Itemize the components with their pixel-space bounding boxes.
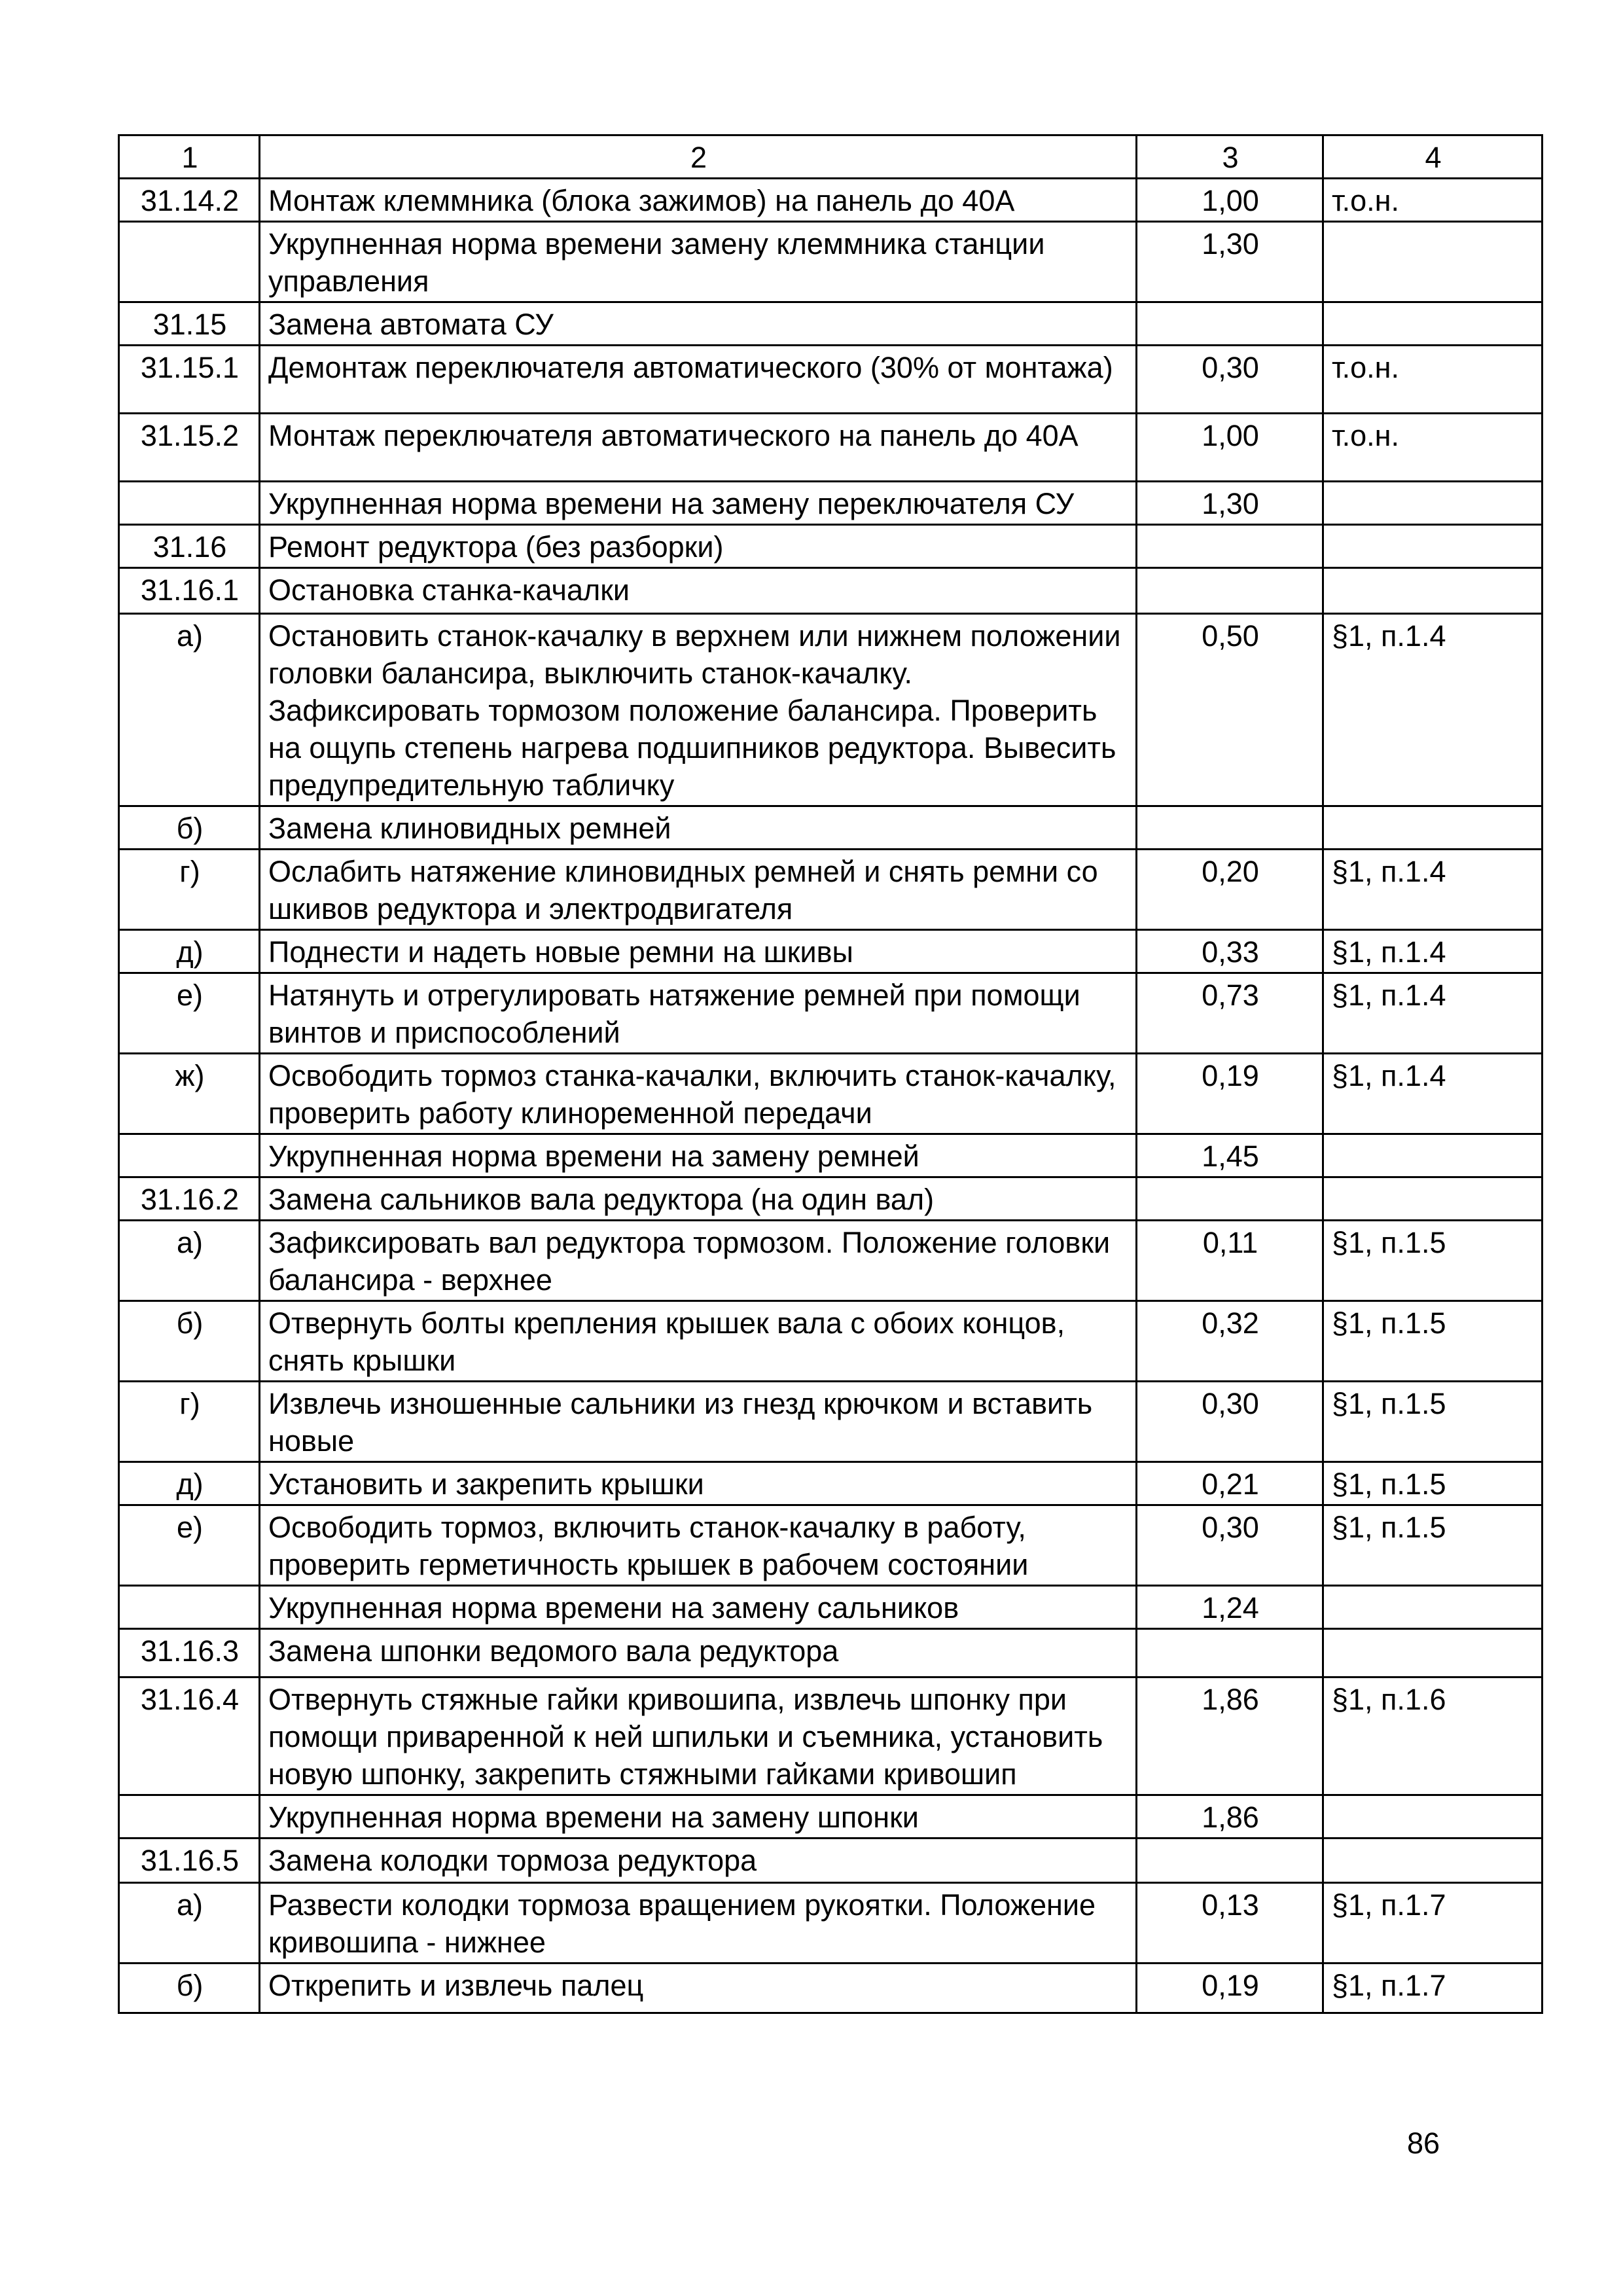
operation-description-cell: Остановить станок-качалку в верхнем или нижнем положении головки балансира, выключить станок-качалку. Зафиксировать тормозом положение балансира. Проверить на ощупь степень нагрева подшипников редуктора. Вывесить предупредительную табличку [260,614,1137,806]
row-number-cell: е) [119,1505,260,1586]
header-col-1: 1 [119,135,260,179]
reference-cell [1323,1839,1543,1883]
table-row [119,1505,1543,1586]
reference-cell [1323,1629,1543,1677]
operation-description-cell: Замена автомата СУ [260,302,1137,346]
reference-cell [1323,806,1543,850]
time-norm-cell: 0,21 [1137,1462,1323,1505]
operation-description-cell: Зафиксировать вал редуктора тормозом. Положение головки балансира - верхнее [260,1221,1137,1301]
operation-description-cell: Освободить тормоз, включить станок-качалку в работу, проверить герметичность крышек в рабочем состоянии [260,1505,1137,1586]
time-norm-cell [1137,525,1323,568]
row-number-cell: е) [119,973,260,1054]
row-number-cell: б) [119,1964,260,2013]
page-number: 86 [1407,2126,1440,2160]
operation-description-cell: Открепить и извлечь палец [260,1964,1137,2013]
operation-description-cell: Остановка станка-качалки [260,568,1137,614]
row-number-cell: 31.14.2 [119,179,260,222]
time-norm-cell: 1,86 [1137,1677,1323,1795]
reference-cell: §1, п.1.7 [1323,1964,1543,2013]
row-number-cell: г) [119,850,260,930]
time-norm-cell: 0,73 [1137,973,1323,1054]
time-norm-cell: 1,00 [1137,414,1323,482]
time-norm-cell: 0,30 [1137,1505,1323,1586]
row-number-cell: д) [119,1462,260,1505]
time-norm-cell [1137,568,1323,614]
time-norm-cell [1137,1177,1323,1221]
table-row [119,222,1543,302]
table-row [119,1134,1543,1177]
row-number-cell: а) [119,1883,260,1964]
operation-description-cell: Замена шпонки ведомого вала редуктора [260,1629,1137,1677]
reference-cell: §1, п.1.4 [1323,850,1543,930]
operation-description-cell: Укрупненная норма времени на замену ремней [260,1134,1137,1177]
time-norm-cell: 0,32 [1137,1301,1323,1382]
table-row [119,850,1543,930]
operation-description-cell: Натянуть и отрегулировать натяжение ремней при помощи винтов и приспособлений [260,973,1137,1054]
operation-description-cell: Отвернуть стяжные гайки кривошипа, извлечь шпонку при помощи приваренной к ней шпильки и съемника, установить новую шпонку, закрепить стяжными гайками кривошип [260,1677,1137,1795]
row-number-cell [119,222,260,302]
reference-cell [1323,302,1543,346]
reference-cell: §1, п.1.4 [1323,614,1543,806]
row-number-cell: 31.16 [119,525,260,568]
table-row [119,1964,1543,2013]
operation-description-cell: Ослабить натяжение клиновидных ремней и снять ремни со шкивов редуктора и электродвигателя [260,850,1137,930]
reference-cell [1323,1586,1543,1629]
reference-cell: §1, п.1.6 [1323,1677,1543,1795]
table-row [119,414,1543,482]
table-row [119,1382,1543,1462]
header-col-4: 4 [1323,135,1543,179]
row-number-cell [119,1586,260,1629]
table-row [119,930,1543,973]
header-col-2: 2 [260,135,1137,179]
row-number-cell: 31.16.3 [119,1629,260,1677]
table-row [119,1462,1543,1505]
time-norm-cell [1137,1839,1323,1883]
row-number-cell: 31.16.4 [119,1677,260,1795]
table-row [119,1795,1543,1839]
table-row [119,482,1543,525]
time-norm-cell: 0,30 [1137,1382,1323,1462]
table-row [119,1177,1543,1221]
operation-description-cell: Ремонт редуктора (без разборки) [260,525,1137,568]
reference-cell [1323,222,1543,302]
row-number-cell [119,1134,260,1177]
operation-description-cell: Поднести и надеть новые ремни на шкивы [260,930,1137,973]
row-number-cell: 31.15 [119,302,260,346]
operation-description-cell: Развести колодки тормоза вращением рукоятки. Положение кривошипа - нижнее [260,1883,1137,1964]
reference-cell: §1, п.1.5 [1323,1505,1543,1586]
operation-description-cell: Укрупненная норма времени на замену переключателя СУ [260,482,1137,525]
time-norm-cell: 1,24 [1137,1586,1323,1629]
time-norm-cell: 1,30 [1137,482,1323,525]
row-number-cell: б) [119,806,260,850]
reference-cell [1323,1134,1543,1177]
row-number-cell: 31.16.1 [119,568,260,614]
reference-cell: §1, п.1.4 [1323,930,1543,973]
row-number-cell: а) [119,1221,260,1301]
operation-description-cell: Демонтаж переключателя автоматического (30% от монтажа) [260,346,1137,414]
table-row [119,302,1543,346]
time-norm-cell [1137,806,1323,850]
reference-cell: §1, п.1.5 [1323,1301,1543,1382]
time-norm-cell: 0,33 [1137,930,1323,973]
operation-description-cell: Монтаж клеммника (блока зажимов) на панель до 40А [260,179,1137,222]
time-norm-cell: 1,45 [1137,1134,1323,1177]
row-number-cell: 31.15.1 [119,346,260,414]
reference-cell: т.о.н. [1323,414,1543,482]
row-number-cell: б) [119,1301,260,1382]
table-row [119,1586,1543,1629]
reference-cell: §1, п.1.4 [1323,1054,1543,1134]
time-norm-cell: 0,13 [1137,1883,1323,1964]
table-header-row [119,135,1543,179]
reference-cell: т.о.н. [1323,179,1543,222]
row-number-cell: а) [119,614,260,806]
reference-cell [1323,482,1543,525]
time-norm-cell: 1,00 [1137,179,1323,222]
row-number-cell: г) [119,1382,260,1462]
operation-description-cell: Извлечь изношенные сальники из гнезд крючком и вставить новые [260,1382,1137,1462]
time-norm-cell [1137,302,1323,346]
table-row [119,568,1543,614]
table-row [119,525,1543,568]
operation-description-cell: Отвернуть болты крепления крышек вала с обоих концов, снять крышки [260,1301,1137,1382]
table-row [119,1221,1543,1301]
row-number-cell [119,482,260,525]
row-number-cell: ж) [119,1054,260,1134]
operation-description-cell: Замена колодки тормоза редуктора [260,1839,1137,1883]
time-norm-cell [1137,1629,1323,1677]
table-row [119,614,1543,806]
table-row [119,346,1543,414]
operation-description-cell: Укрупненная норма времени на замену сальников [260,1586,1137,1629]
row-number-cell: 31.15.2 [119,414,260,482]
time-norm-cell: 0,19 [1137,1964,1323,2013]
time-norm-cell: 1,30 [1137,222,1323,302]
reference-cell: §1, п.1.7 [1323,1883,1543,1964]
row-number-cell: 31.16.5 [119,1839,260,1883]
reference-cell [1323,525,1543,568]
operation-description-cell: Укрупненная норма времени замену клеммника станции управления [260,222,1137,302]
table-row [119,1677,1543,1795]
time-norm-cell: 0,19 [1137,1054,1323,1134]
table-row [119,806,1543,850]
reference-cell: т.о.н. [1323,346,1543,414]
table-row [119,1629,1543,1677]
row-number-cell: 31.16.2 [119,1177,260,1221]
reference-cell [1323,1795,1543,1839]
reference-cell [1323,1177,1543,1221]
reference-cell: §1, п.1.5 [1323,1462,1543,1505]
time-norm-cell: 0,11 [1137,1221,1323,1301]
table-row [119,1883,1543,1964]
header-col-3: 3 [1137,135,1323,179]
operation-description-cell: Установить и закрепить крышки [260,1462,1137,1505]
time-norm-cell: 0,30 [1137,346,1323,414]
table-row [119,1301,1543,1382]
table-row [119,973,1543,1054]
table-row [119,179,1543,222]
time-norm-cell: 0,20 [1137,850,1323,930]
reference-cell: §1, п.1.5 [1323,1221,1543,1301]
time-norms-table [118,134,1543,2014]
reference-cell [1323,568,1543,614]
table-row [119,1054,1543,1134]
reference-cell: §1, п.1.4 [1323,973,1543,1054]
operation-description-cell: Укрупненная норма времени на замену шпонки [260,1795,1137,1839]
table-row [119,1839,1543,1883]
reference-cell: §1, п.1.5 [1323,1382,1543,1462]
operation-description-cell: Монтаж переключателя автоматического на панель до 40А [260,414,1137,482]
operation-description-cell: Замена клиновидных ремней [260,806,1137,850]
operation-description-cell: Освободить тормоз станка-качалки, включить станок-качалку, проверить работу клиноременной передачи [260,1054,1137,1134]
row-number-cell [119,1795,260,1839]
time-norm-cell: 0,50 [1137,614,1323,806]
row-number-cell: д) [119,930,260,973]
time-norm-cell: 1,86 [1137,1795,1323,1839]
operation-description-cell: Замена сальников вала редуктора (на один вал) [260,1177,1137,1221]
